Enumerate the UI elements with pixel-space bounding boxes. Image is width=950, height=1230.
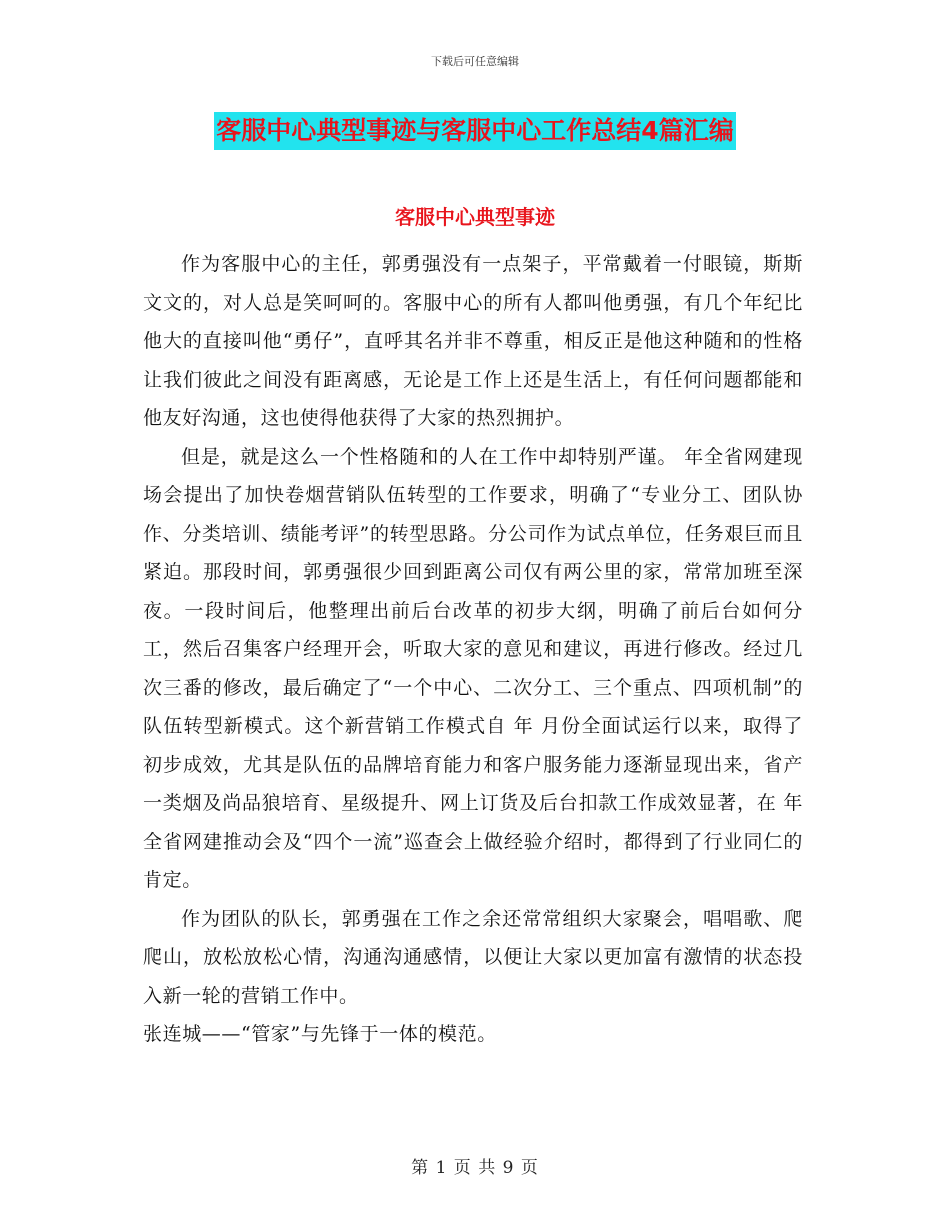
paragraph-3: 作为团队的队长，郭勇强在工作之余还常常组织大家聚会，唱唱歌、爬爬山，放松放松心情，沟通沟通感情，以便让大家以更加富有激情的状态投入新一轮的营销工作中。 — [143, 907, 803, 1007]
document-body — [143, 245, 803, 1054]
document-title: 客服中心典型事迹与客服中心工作总结4篇汇编 — [214, 112, 735, 150]
paragraph-2: 但是，就是这么一个性格随和的人在工作中却特别严谨。 年全省网建现场会提出了加快卷烟营销队伍转型的工作要求，明确了“专业分工、团队协作、分类培训、绩能考评”的转型思路。分公司作为试点单位，任务艰巨而且紧迫。那段时间，郭勇强很少回到距离公司仅有两公里的家，常常加班至深夜。一段时间后，他整理出前后台改革的初步大纲，明确了前后台如何分工，然后召集客户经理开会，听取大家的意见和建议，再进行修改。经过几次三番的修改，最后确定了“一个中心、二次分工、三个重点、四项机制”的队伍转型新模式。这个新营销工作模式自 年 月份全面试运行以来，取得了初步成效，尤其是队伍的品牌培育能力和客户服务能力逐渐显现出来，省产一类烟及尚品狼培育、星级提升、网上订货及后台扣款工作成效显著，在 年全省网建推动会及“四个一流”巡查会上做经验介绍时，都得到了行业同仁的肯定。 — [143, 445, 803, 891]
document-title-container — [0, 112, 950, 150]
header-note: 下载后可任意编辑 — [431, 55, 519, 68]
section-title: 客服中心典型事迹 — [395, 205, 555, 229]
page-footer: 第 1 页 共 9 页 — [411, 1158, 539, 1178]
paragraph-4: 张连城——“管家”与先锋于一体的模范。 — [143, 1023, 497, 1045]
paragraph-1: 作为客服中心的主任，郭勇强没有一点架子，平常戴着一付眼镜，斯斯文文的，对人总是笑呵呵的。客服中心的所有人都叫他勇强，有几个年纪比他大的直接叫他“勇仔”，直呼其名并非不尊重，相反正是他这种随和的性格让我们彼此之间没有距离感，无论是工作上还是生活上，有任何问题都能和他友好沟通，这也使得他获得了大家的热烈拥护。 — [143, 253, 803, 429]
